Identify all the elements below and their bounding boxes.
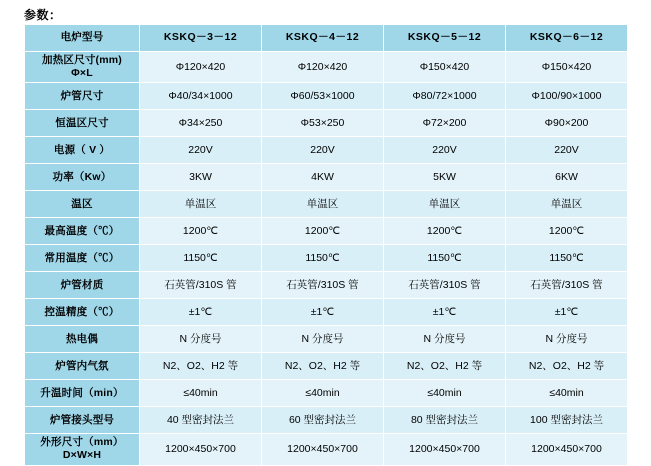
cell-heating-time-4: ≤40min [506, 380, 628, 407]
cell-constant-zone-4: Φ90×200 [506, 110, 628, 137]
spec-table [24, 24, 628, 466]
row-label-heating-zone-line2: Φ×L [71, 67, 93, 80]
cell-tube-size-1: Φ40/34×1000 [140, 83, 262, 110]
cell-power-1: 3KW [140, 164, 262, 191]
cell-heating-zone-3: Φ150×420 [384, 52, 506, 83]
row-label-power-supply: 电源（ V ） [25, 137, 140, 164]
row-label-thermocouple: 热电偶 [25, 326, 140, 353]
cell-dimensions-3: 1200×450×700 [384, 434, 506, 465]
row-label-dimensions [25, 434, 140, 465]
table-row [25, 83, 628, 110]
cell-flange-model-2: 60 型密封法兰 [262, 407, 384, 434]
cell-heating-zone-4: Φ150×420 [506, 52, 628, 83]
cell-constant-zone-2: Φ53×250 [262, 110, 384, 137]
cell-zone-count-4: 单温区 [506, 191, 628, 218]
cell-atmosphere-1: N2、O2、H2 等 [140, 353, 262, 380]
header-cell-model-4: KSKQ－6－12 [506, 25, 628, 52]
cell-atmosphere-4: N2、O2、H2 等 [506, 353, 628, 380]
cell-dimensions-1: 1200×450×700 [140, 434, 262, 465]
cell-thermocouple-4: N 分度号 [506, 326, 628, 353]
table-row [25, 218, 628, 245]
cell-power-supply-3: 220V [384, 137, 506, 164]
row-label-flange-model: 炉管接头型号 [25, 407, 140, 434]
cell-tube-material-1: 石英管/310S 管 [140, 272, 262, 299]
cell-temp-accuracy-3: ±1℃ [384, 299, 506, 326]
cell-heating-time-1: ≤40min [140, 380, 262, 407]
cell-tube-size-3: Φ80/72×1000 [384, 83, 506, 110]
table-row [25, 191, 628, 218]
cell-max-temp-4: 1200℃ [506, 218, 628, 245]
cell-constant-zone-3: Φ72×200 [384, 110, 506, 137]
cell-max-temp-2: 1200℃ [262, 218, 384, 245]
cell-power-supply-1: 220V [140, 137, 262, 164]
cell-dimensions-2: 1200×450×700 [262, 434, 384, 465]
cell-temp-accuracy-2: ±1℃ [262, 299, 384, 326]
cell-constant-zone-1: Φ34×250 [140, 110, 262, 137]
row-label-temp-accuracy: 控温精度（℃） [25, 299, 140, 326]
cell-atmosphere-2: N2、O2、H2 等 [262, 353, 384, 380]
table-row [25, 407, 628, 434]
row-label-tube-size: 炉管尺寸 [25, 83, 140, 110]
cell-normal-temp-3: 1150℃ [384, 245, 506, 272]
table-row [25, 299, 628, 326]
cell-zone-count-2: 单温区 [262, 191, 384, 218]
page-title: 参数： [24, 8, 62, 22]
cell-flange-model-4: 100 型密封法兰 [506, 407, 628, 434]
cell-temp-accuracy-4: ±1℃ [506, 299, 628, 326]
row-label-max-temp: 最高温度（℃） [25, 218, 140, 245]
cell-normal-temp-4: 1150℃ [506, 245, 628, 272]
cell-dimensions-4: 1200×450×700 [506, 434, 628, 465]
table-header-row [25, 25, 628, 52]
cell-temp-accuracy-1: ±1℃ [140, 299, 262, 326]
row-label-tube-material: 炉管材质 [25, 272, 140, 299]
cell-heating-zone-1: Φ120×420 [140, 52, 262, 83]
table-row [25, 272, 628, 299]
cell-thermocouple-1: N 分度号 [140, 326, 262, 353]
cell-flange-model-1: 40 型密封法兰 [140, 407, 262, 434]
cell-normal-temp-2: 1150℃ [262, 245, 384, 272]
table-row [25, 110, 628, 137]
cell-heating-time-3: ≤40min [384, 380, 506, 407]
header-cell-model-1: KSKQ－3－12 [140, 25, 262, 52]
cell-zone-count-1: 单温区 [140, 191, 262, 218]
cell-power-4: 6KW [506, 164, 628, 191]
cell-power-supply-4: 220V [506, 137, 628, 164]
row-label-dimensions-line2: D×W×H [62, 449, 102, 462]
header-cell-model-3: KSKQ－5－12 [384, 25, 506, 52]
table-row [25, 164, 628, 191]
table-row [25, 380, 628, 407]
spec-table-container [24, 24, 628, 466]
cell-heating-zone-2: Φ120×420 [262, 52, 384, 83]
row-label-heating-time: 升温时间（min） [25, 380, 140, 407]
cell-zone-count-3: 单温区 [384, 191, 506, 218]
cell-thermocouple-2: N 分度号 [262, 326, 384, 353]
row-label-zone-count: 温区 [25, 191, 140, 218]
row-label-normal-temp: 常用温度（℃） [25, 245, 140, 272]
header-cell-model-label: 电炉型号 [25, 25, 140, 52]
cell-power-supply-2: 220V [262, 137, 384, 164]
cell-heating-time-2: ≤40min [262, 380, 384, 407]
row-label-heating-zone-line1: 加热区尺寸(mm) [42, 54, 122, 66]
table-row [25, 434, 628, 465]
cell-thermocouple-3: N 分度号 [384, 326, 506, 353]
cell-tube-size-2: Φ60/53×1000 [262, 83, 384, 110]
header-cell-model-2: KSKQ－4－12 [262, 25, 384, 52]
table-row [25, 52, 628, 83]
row-label-constant-zone: 恒温区尺寸 [25, 110, 140, 137]
cell-max-temp-1: 1200℃ [140, 218, 262, 245]
row-label-heating-zone [25, 52, 140, 83]
cell-atmosphere-3: N2、O2、H2 等 [384, 353, 506, 380]
cell-normal-temp-1: 1150℃ [140, 245, 262, 272]
cell-max-temp-3: 1200℃ [384, 218, 506, 245]
cell-tube-material-3: 石英管/310S 管 [384, 272, 506, 299]
cell-tube-material-2: 石英管/310S 管 [262, 272, 384, 299]
cell-power-3: 5KW [384, 164, 506, 191]
table-row [25, 137, 628, 164]
table-row [25, 326, 628, 353]
table-row [25, 353, 628, 380]
cell-tube-size-4: Φ100/90×1000 [506, 83, 628, 110]
spec-table-body [25, 25, 628, 466]
table-row [25, 245, 628, 272]
cell-flange-model-3: 80 型密封法兰 [384, 407, 506, 434]
row-label-dimensions-line1: 外形尺寸（mm） [40, 436, 124, 449]
cell-tube-material-4: 石英管/310S 管 [506, 272, 628, 299]
row-label-power: 功率（Kw） [25, 164, 140, 191]
row-label-atmosphere: 炉管内气氛 [25, 353, 140, 380]
cell-power-2: 4KW [262, 164, 384, 191]
